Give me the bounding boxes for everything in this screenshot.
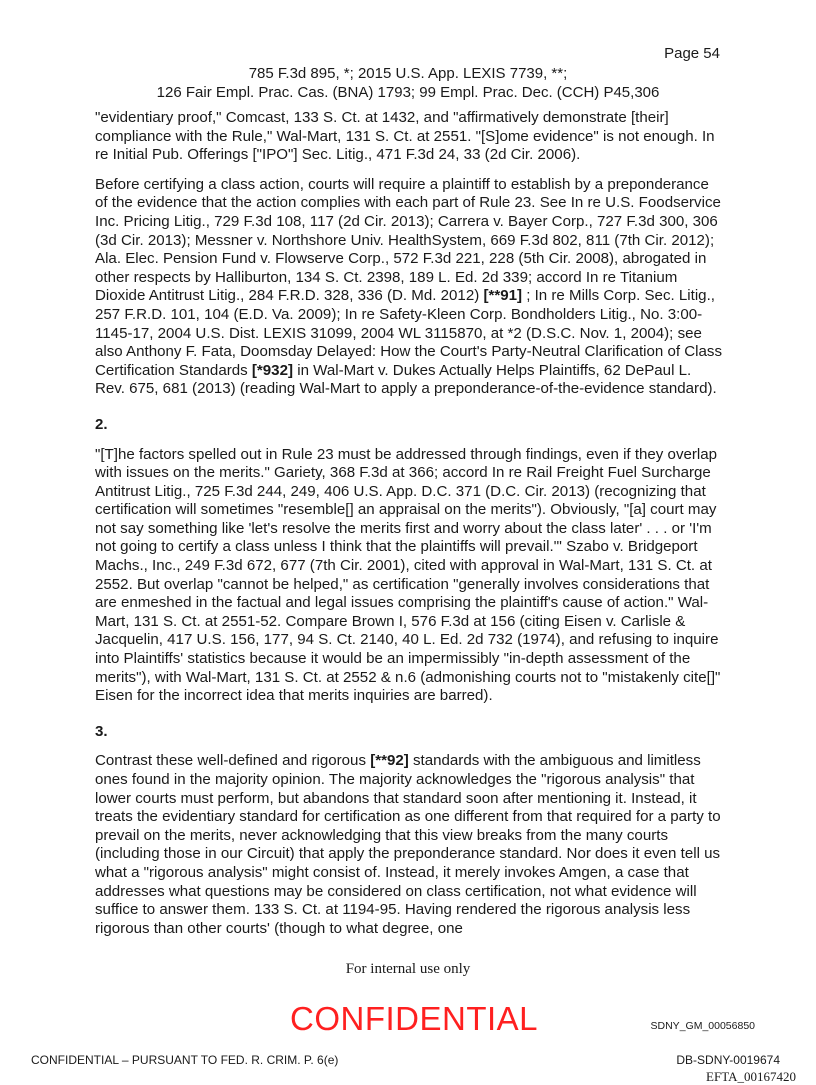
document-body: [95, 109, 723, 949]
paragraph-2-part-b: ; In re Mills Corp. Sec. Litig., 257 F.R.D. 101, 104 (E.D. Va. 2009); In re Safety-Kleen Corp. Bondholders Litig., No. 3:00-1145-17, 2004 U.S. Dist. LEXIS 31099, 2004 WL 3115870, at *2 (D.S.C. Nov. 1, 2004); see also Anthony F. Fata, Doomsday Delayed: How the Court's Party-Neutral Clarification of Class Certification Standards: [95, 287, 723, 379]
case-citation: [0, 64, 816, 102]
paragraph-4: [95, 752, 723, 938]
citation-line-2: 126 Fair Empl. Prac. Cas. (BNA) 1793; 99 Empl. Prac. Dec. (CCH) P45,306: [156, 84, 660, 101]
section-heading-3: 3.: [95, 722, 108, 740]
page-marker-91: [**91]: [483, 287, 523, 305]
paragraph-2-part-c: in Wal-Mart v. Dukes Actually Helps Plaintiffs, 62 DePaul L. Rev. 675, 681 (2013) (reading Wal-Mart to apply a preponderance-of-the-evidence standard).: [95, 361, 717, 398]
bates-number: SDNY_GM_00056850: [650, 1020, 755, 1032]
paragraph-2: [95, 176, 723, 399]
confidential-stamp: CONFIDENTIAL: [290, 1000, 539, 1037]
page-number: Page 54: [664, 45, 720, 62]
confidential-notice: CONFIDENTIAL – PURSUANT TO FED. R. CRIM. P. 6(e): [31, 1053, 339, 1067]
document-id: DB-SDNY-0019674: [676, 1053, 780, 1067]
paragraph-1: "evidentiary proof," Comcast, 133 S. Ct. at 1432, and "affirmatively demonstrate [their] compliance with the Rule," Wal-Mart, 131 S. Ct. at 2551. "[S]ome evidence" is not enough. In re Initial Pub. Offerings ["IPO"] Sec. Litig., 471 F.3d 24, 33 (2d Cir. 2006).: [95, 109, 715, 164]
internal-use-notice: For internal use only: [345, 961, 471, 977]
page-marker-92: [**92]: [370, 752, 409, 770]
citation-line-1: 785 F.3d 895, *; 2015 U.S. App. LEXIS 7739, **;: [248, 65, 568, 82]
page-marker-932: [*932]: [251, 361, 294, 379]
paragraph-2-part-a: Before certifying a class action, courts will require a plaintiff to establish by a preponderance of the evidence that the action complies with each part of Rule 23. See In re U.S. Foodservice Inc. Pricing Litig., 729 F.3d 108, 117 (2d Cir. 2013); Carrera v. Bayer Corp., 727 F.3d 300, 306 (3d Cir. 2013); Messner v. Northshore Univ. HealthSystem, 669 F.3d 802, 811 (7th Cir. 2012); Ala. Elec. Pension Fund v. Flowserve Corp., 572 F.3d 221, 228 (5th Cir. 2008), abrogated in other respects by Halliburton, 134 S. Ct. 2398, 189 L. Ed. 2d 339; accord In re Titanium Dioxide Antitrust Litig., 284 F.R.D. 328, 336 (D. Md. 2012): [95, 175, 721, 305]
paragraph-3: "[T]he factors spelled out in Rule 23 must be addressed through findings, even if they overlap with issues on the merits." Gariety, 368 F.3d at 366; accord In re Rail Freight Fuel Surcharge Antitrust Litig., 725 F.3d 244, 249, 406 U.S. App. D.C. 371 (D.C. Cir. 2013) (recognizing that certification will sometimes "resemble[] an appraisal on the merits"). Obviously, "[a] court may not say something like 'let's resolve the merits first and worry about the class later' . . . or 'I'm not going to certify a class unless I think that the plaintiffs will prevail.'" Szabo v. Bridgeport Machs., Inc., 249 F.3d 672, 677 (7th Cir. 2001), cited with approval in Wal-Mart, 131 S. Ct. at 2552. But overlap "cannot be helped," as certification "generally involves considerations that are enmeshed in the factual and legal issues comprising the plaintiff's cause of action." Wal-Mart, 131 S. Ct. at 2551-52. Compare Brown I, 576 F.3d at 156 (citing Eisen v. Carlisle & Jacquelin, 417 U.S. 156, 177, 94 S. Ct. 2140, 40 L. Ed. 2d 732 (1974), and refusing to inquire into Plaintiffs' statistics because it would be an impermissibly "in-depth assessment of the merits"), with Wal-Mart, 131 S. Ct. at 2552 & n.6 (admonishing courts not to "mistakenly cite[]" Eisen for the incorrect idea that merits inquiries are barred).: [95, 445, 721, 705]
efta-number: EFTA_00167420: [706, 1069, 796, 1084]
section-heading-2: 2.: [95, 415, 108, 433]
paragraph-4-part-b: standards with the ambiguous and limitless ones found in the majority opinion. The majority acknowledges the "rigorous analysis" that lower courts must perform, but abandons that standard soon after mentioning it. Instead, it treats the evidentiary standard for certification as one different from that required for a party to prevail on the merits, never acknowledging that this view breaks from the many courts (including those in our Circuit) that apply the preponderance standard. Nor does it even tell us what a "rigorous analysis" might consist of. Instead, it merely invokes Amgen, a case that addresses what questions may be considered on class certification, not what evidence will suffice to answer them. 133 S. Ct. at 1194-95. Having rendered the rigorous analysis less rigorous than other courts' (though to what degree, one: [95, 752, 721, 937]
paragraph-4-part-a: Contrast these well-defined and rigorous: [95, 752, 371, 770]
